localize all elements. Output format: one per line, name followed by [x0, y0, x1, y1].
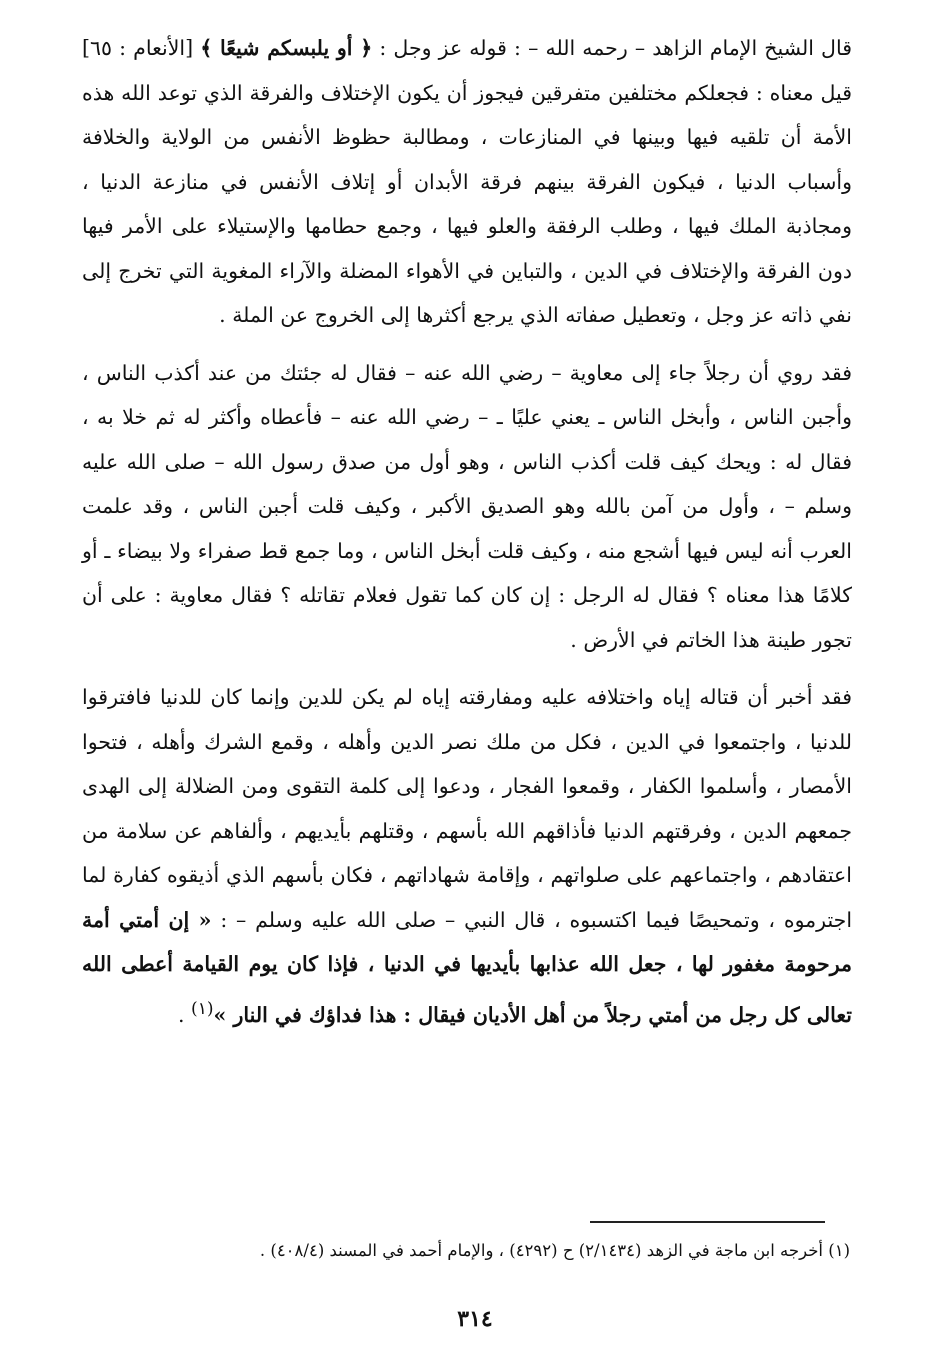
page-number: ٣١٤: [457, 1306, 493, 1332]
footnote-marker: (١): [191, 998, 214, 1019]
footnote-text: (١) أخرجه ابن ماجة في الزهد (٢/١٤٣٤) ح (٤٢٩٢) ، والإمام أحمد في المسند (٤٠٨/٤) .: [259, 1241, 850, 1260]
paragraph-2: [82, 351, 852, 663]
paragraph-3: [82, 675, 852, 1037]
paragraph-2-text: فقد روي أن رجلاً جاء إلى معاوية – رضي الله عنه – فقال له جئتك من عند أكذب الناس ، وأجبن الناس ، وأبخل الناس ـ يعني عليًا ـ – رضي الله عنه – فأعطاه وأكثر له ثم خلا به ، فقال له : ويحك كيف قلت أكذب الناس ، وهو أول من صدق رسول الله – صلى الله عليه وسلم – ، وأول من آمن بالله وهو الصديق الأكبر ، وكيف قلت أجبن الناس ، وقد علمت العرب أنه ليس فيها أشجع منه ، وكيف قلت أبخل الناس ، وما جمع قط صفراء ولا بيضاء ـ أو كلامًا هذا معناه ؟ فقال له الرجل : إن كان كما تقول فعلام تقاتله ؟ فقال معاوية : على أن تجور طينة هذا الخاتم في الأرض .: [82, 360, 852, 652]
paragraph-1-commentary: [الأنعام : ٦٥] قيل معناه : فجعلكم مختلفين متفرقين فيجوز أن يكون الإختلاف والفرقة الذي توعد الله هذه الأمة أن تلقيه فيها وبينها في المنازعات ، ومطالبة حظوظ الأنفس من الولاية والخلافة وأسباب الدنيا ، فيكون الفرقة بينهم فرقة الأبدان أو إتلاف الأنفس في منازعة الدنيا ، ومجاذبة الملك فيها ، وطلب الرفقة والعلو فيها ، وجمع حطامها والإستيلاء على الأمر فيها دون الفرقة والإختلاف في الدين ، والتباين في الأهواء المضلة والآراء المغوية التي تخرج إلى نفي ذاته عز وجل ، وتعطيل صفاته الذي يرجع أكثرها إلى الخروج عن الملة .: [82, 36, 852, 327]
paragraph-3-end: .: [177, 1002, 192, 1027]
paragraph-3-text: فقد أخبر أن قتاله إياه واختلافه عليه ومفارقته إياه لم يكن للدين وإنما كان للدنيا فافترقوا للدنيا ، واجتمعوا في الدين ، فكل من ملك نصر الدين وأهله ، وقمع الشرك وأهله ، فتحوا الأمصار ، وأسلموا الكفار ، وقمعوا الفجار ، ودعوا إلى كلمة التقوى ومن الضلالة إلى الهدى جمعهم الدين ، وفرقتهم الدنيا فأذاقهم الله بأسهم ، وقتلهم بأيديهم ، وألفاهم عن سلامة من اعتقادهم ، واجتماعهم على صلواتهم ، وإقامة شهاداتهم ، فكان بأسهم الذي أذيقوه كفارة لما اجترموه ، وتمحيصًا فيما اكتسبوه ، قال النبي – صلى الله عليه وسلم – :: [82, 685, 853, 932]
hadith-quote: « إن أمتي أمة مرحومة مغفور لها ، جعل الله عذابها بأيديها في الدنيا ، فإذا كان يوم القيامة أعطى الله تعالى كل رجل من أمتي رجلاً من أهل الأديان فيقال : هذا فداؤك في النار »: [82, 907, 852, 1027]
quranic-verse-quote: ﴿ أو يلبسكم شيعًا ﴾: [200, 36, 373, 60]
page-body: [82, 26, 852, 1037]
footnote-divider: [590, 1221, 825, 1223]
footnote: [82, 1236, 850, 1266]
paragraph-1-intro: قال الشيخ الإمام الزاهد – رحمه الله – : قوله عز وجل :: [372, 36, 852, 60]
paragraph-1: [82, 26, 852, 338]
